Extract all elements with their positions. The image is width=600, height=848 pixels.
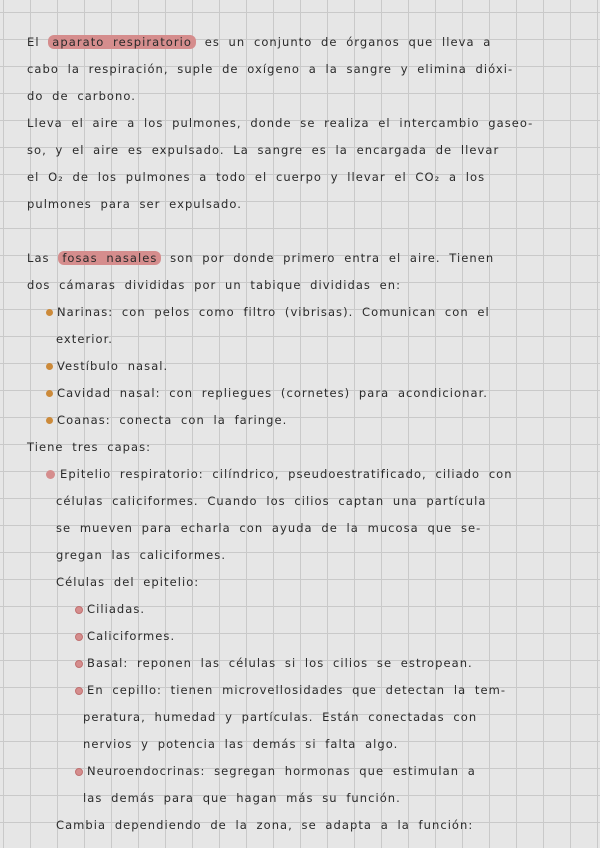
list-item: Epitelio respiratorio: cilíndrico, pseudoestratificado, ciliado con <box>46 467 600 481</box>
text-line: exterior. <box>56 332 113 346</box>
text-line <box>27 35 600 49</box>
list-item: Basal: reponen las células si los cilios se estropean. <box>75 656 600 670</box>
text-line: Cambia dependiendo de la zona, se adapta a la función: <box>56 818 474 832</box>
numbered-item: Cavidad nasal: con repliegues (cornetes) para acondicionar. <box>46 386 600 400</box>
text-line: so, y el aire es expulsado. La sangre es la encargada de llevar <box>27 143 500 157</box>
text-fragment: Las <box>27 251 50 265</box>
text-line: peratura, humedad y partículas. Están conectadas con <box>83 710 478 724</box>
text-line: Tiene tres capas: <box>27 440 152 454</box>
text-line <box>27 251 600 265</box>
highlight-term: aparato respiratorio <box>48 35 196 49</box>
text-line: se mueven para echarla con ayuda de la mucosa que se- <box>56 521 482 535</box>
list-item: Neuroendocrinas: segregan hormonas que estimulan a <box>75 764 600 778</box>
bullet-dot-icon <box>46 309 53 316</box>
bullet-dot-icon <box>75 633 83 641</box>
numbered-item: Vestíbulo nasal. <box>46 359 600 373</box>
text-fragment: son por donde primero entra el aire. Tienen <box>170 251 495 265</box>
text-line: Células del epitelio: <box>56 575 200 589</box>
numbered-item: Coanas: conecta con la faringe. <box>46 413 600 427</box>
text-line: pulmones para ser expulsado. <box>27 197 242 211</box>
text-line: Lleva el aire a los pulmones, donde se realiza el intercambio gaseo- <box>27 116 534 130</box>
bullet-dot-icon <box>75 606 83 614</box>
text-line: gregan las caliciformes. <box>56 548 227 562</box>
bullet-dot-icon <box>46 390 53 397</box>
text-line: do de carbono. <box>27 89 136 103</box>
list-item: Caliciformes. <box>75 629 600 643</box>
list-item: En cepillo: tienen microvellosidades que detectan la tem- <box>75 683 600 697</box>
text-fragment: El <box>27 35 40 49</box>
bullet-dot-icon <box>75 660 83 668</box>
text-fragment: es un conjunto de órganos que lleva a <box>204 35 492 49</box>
list-item: Ciliadas. <box>75 602 600 616</box>
bullet-dot-icon <box>46 470 55 479</box>
text-line: cabo la respiración, suple de oxígeno a la sangre y elimina dióxi- <box>27 62 514 76</box>
text-line: dos cámaras divididas por un tabique divididas en: <box>27 278 402 292</box>
text-line: células caliciformes. Cuando los cilios captan una partícula <box>56 494 487 508</box>
numbered-item: Narinas: con pelos como filtro (vibrisas). Comunican con el <box>46 305 600 319</box>
bullet-dot-icon <box>46 417 53 424</box>
highlight-term: fosas nasales <box>58 251 161 265</box>
bullet-dot-icon <box>46 363 53 370</box>
bullet-dot-icon <box>75 687 83 695</box>
bullet-dot-icon <box>75 768 83 776</box>
text-line: el O₂ de los pulmones a todo el cuerpo y llevar el CO₂ a los <box>27 170 486 184</box>
text-line: nervios y potencia las demás si falta algo. <box>83 737 399 751</box>
text-line: las demás para que hagan más su función. <box>83 791 401 805</box>
